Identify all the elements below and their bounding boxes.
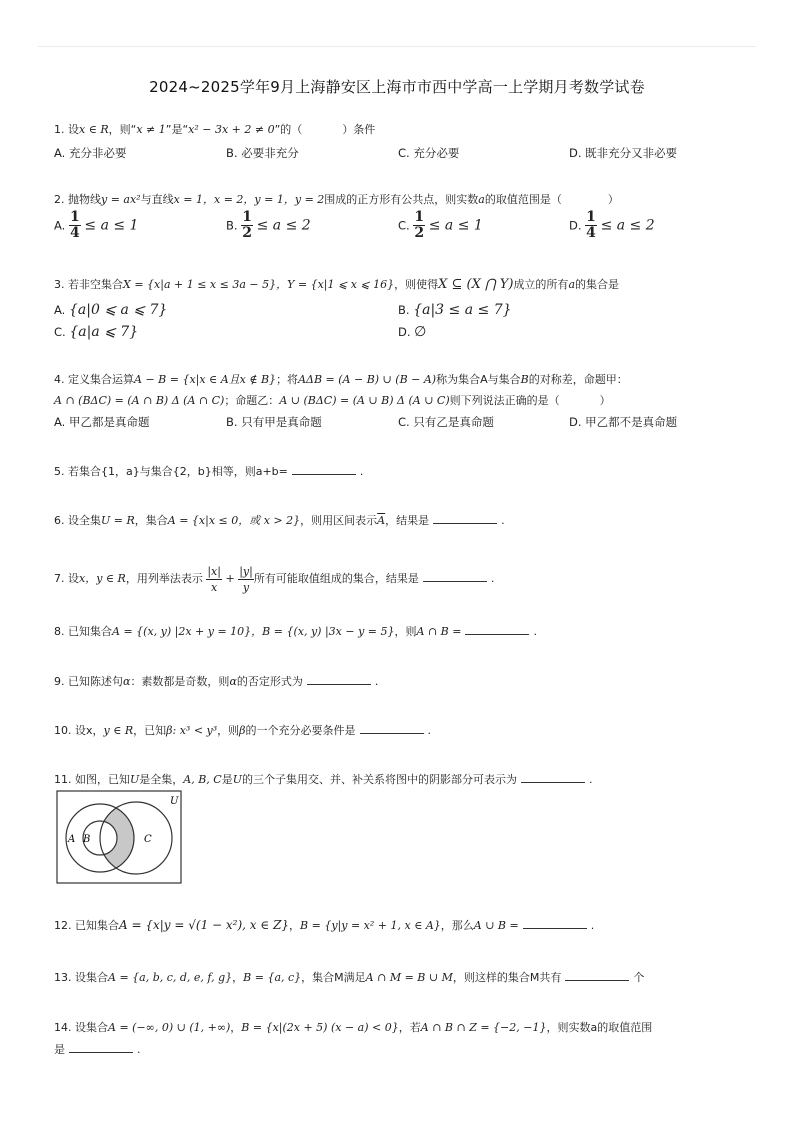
venn-diagram	[56, 790, 184, 886]
fraction: $\frac{|y|}{y}$	[239, 564, 253, 594]
fraction: $\frac{|x|}{x}$	[207, 564, 221, 594]
question-6: 6. 设全集U = R，集合A = {x|x ≤ 0，或 x > 2}，则用区间表示$\overline{A}$，结果是 .	[54, 514, 505, 527]
question-12: 12. 已知集合A = {x|y = √(1 − x²), x ∈ Z}，B = {y|y = x² + 1, x ∈ A}，那么A ∪ B = .	[54, 918, 595, 932]
option-d[interactable]: D. 甲乙都不是真命题	[569, 415, 678, 429]
option-a[interactable]: A. 充分非必要	[54, 146, 127, 160]
question-11: 11. 如图，已知U是全集，A, B, C是U的三个子集用交、并、补关系将图中的阴影部分可表示为 .	[54, 773, 593, 786]
option-b[interactable]: B. {a|3 ≤ a ≤ 7}	[398, 302, 512, 318]
question-13: 13. 设集合A = {a, b, c, d, e, f, g}，B = {a, c}，集合M满足A ∩ M = B ∪ M，则这样的集合M共有 个	[54, 971, 645, 984]
option-d[interactable]: D. $\frac{1}{4}$ ≤ a ≤ 2	[569, 209, 655, 241]
option-c[interactable]: C. {a|a ⩽ 7}	[54, 324, 139, 340]
fraction: $\frac{1}{2}$	[242, 209, 252, 241]
answer-blank[interactable]	[433, 513, 497, 524]
question-14-line2: 是 .	[54, 1043, 141, 1056]
answer-blank[interactable]	[69, 1042, 133, 1053]
fraction: $\frac{1}{2}$	[414, 209, 425, 241]
answer-blank[interactable]	[307, 674, 371, 685]
question-9: 9. 已知陈述句α：素数都是奇数，则α的否定形式为 .	[54, 675, 379, 688]
page-title: 2024~2025学年9月上海静安区上海市市西中学高一上学期月考数学试卷	[149, 78, 645, 96]
label-a: A	[68, 834, 76, 845]
option-c[interactable]: C. 只有乙是真命题	[398, 415, 494, 429]
question-8: 8. 已知集合A = {(x, y) |2x + y = 10}，B = {(x, y) |3x − y = 5}，则A ∩ B = .	[54, 625, 537, 638]
option-b[interactable]: B. 必要非充分	[226, 146, 299, 160]
answer-blank[interactable]	[292, 464, 356, 475]
option-a[interactable]: A. $\frac{1}{4}$ ≤ a ≤ 1	[54, 209, 139, 241]
answer-blank[interactable]	[465, 624, 529, 635]
label-u: U	[170, 796, 179, 807]
answer-blank[interactable]	[521, 772, 585, 783]
fraction: $\frac{1}{4}$	[69, 209, 80, 241]
question-3: 3. 若非空集合X = {x|a + 1 ≤ x ≤ 3a − 5}，Y = {x|1 ⩽ x ⩽ 16}，则使得X ⊆ (X ⋂ Y)成立的所有a的集合是	[54, 277, 619, 292]
question-4-line2: A ∩ (BΔC) = (A ∩ B) Δ (A ∩ C)；命题乙：A ∪ (BΔC) = (A ∪ B) Δ (A ∪ C)则下列说法正确的是（ ）	[54, 394, 611, 407]
question-2: 2. 抛物线y = ax²与直线x = 1，x = 2，y = 1，y = 2围成的正方形有公共点，则实数a的取值范围是（ ）	[54, 193, 619, 206]
label-b: B	[83, 834, 91, 845]
question-14-line1: 14. 设集合A = (−∞, 0) ∪ (1, +∞)，B = {x|(2x + 5) (x − a) < 0}，若A ∩ B ∩ Z = {−2, −1}，则实数a的取值范围	[54, 1021, 653, 1034]
question-4-line1: 4. 定义集合运算A − B = {x|x ∈ A且x ∉ B}；将AΔB = (A − B) ∪ (B − A)称为集合A与集合B的对称差，命题甲：	[54, 373, 628, 386]
question-5: 5. 若集合{1，a}与集合{2，b}相等，则a+b= .	[54, 465, 364, 478]
question-10: 10. 设x，y ∈ R，已知β: x³ < y³，则β的一个充分必要条件是 .	[54, 724, 432, 737]
answer-blank[interactable]	[360, 723, 424, 734]
question-7: 7. 设x，y ∈ R，用列举法表示 $\frac{|x|}{x}$ + $\frac{|y|}{y}$ 所有可能取值组成的集合，结果是 .	[54, 564, 495, 594]
fraction: $\frac{1}{4}$	[586, 209, 596, 241]
option-a[interactable]: A. {a|0 ⩽ a ⩽ 7}	[54, 302, 168, 318]
option-b[interactable]: B. $\frac{1}{2}$ ≤ a ≤ 2	[226, 209, 311, 241]
option-d[interactable]: D. 既非充分又非必要	[569, 146, 678, 160]
answer-blank[interactable]	[565, 970, 629, 981]
option-c[interactable]: C. 充分必要	[398, 146, 460, 160]
answer-blank[interactable]	[523, 918, 587, 929]
question-1: 1. 设x ∈ R，则“x ≠ 1”是“x² − 3x + 2 ≠ 0”的（ ）条件	[54, 123, 376, 136]
header-divider	[38, 46, 756, 47]
option-a[interactable]: A. 甲乙都是真命题	[54, 415, 150, 429]
label-c: C	[144, 834, 152, 845]
option-d[interactable]: D. ∅	[398, 324, 427, 340]
answer-blank[interactable]	[423, 571, 487, 582]
option-b[interactable]: B. 只有甲是真命题	[226, 415, 322, 429]
option-c[interactable]: C. $\frac{1}{2}$ ≤ a ≤ 1	[398, 209, 483, 241]
